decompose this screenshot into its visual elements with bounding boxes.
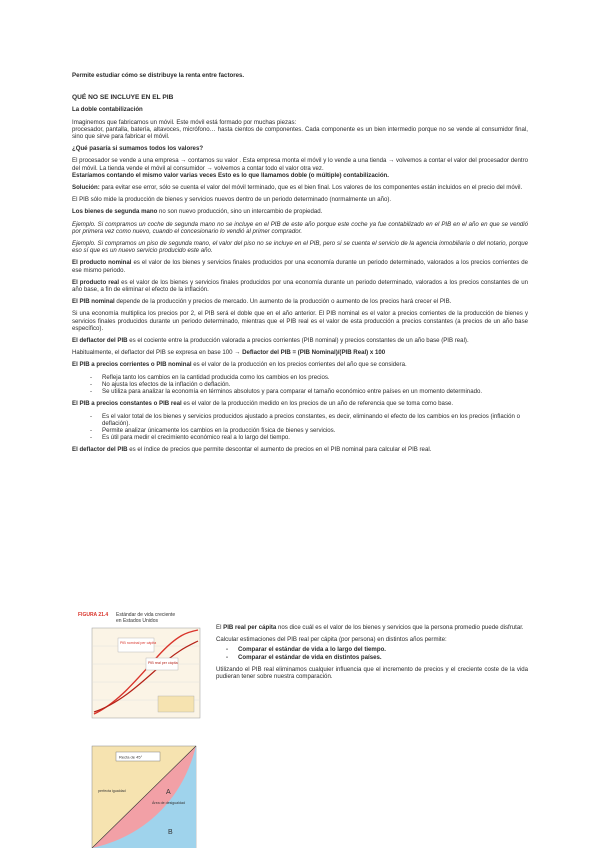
pib-nominal-label: El PIB nominal [72, 298, 115, 306]
intro-line: Permite estudiar cómo se distribuye la renta entre factores. [72, 72, 245, 79]
paragraph-precios-constantes [72, 400, 528, 407]
figure-lorenz-svg [82, 742, 200, 848]
list-item: - Es el valor total de los bienes y servicios producidos ajustado a precios constantes, es decir, eliminando el efecto de los cambios en los precios (inflación o deflación). [90, 413, 528, 427]
paragraph-imagine-1: Imaginemos que fabricamos un móvil. Este móvil está formado por muchas piezas: [72, 118, 297, 126]
precios-constantes-label: El PIB a precios constantes o PIB real [72, 400, 182, 408]
deflactor-label: El deflactor del PIB [72, 337, 128, 345]
producto-real-label: El producto real [72, 278, 120, 286]
producto-nominal-text: es el valor de los bienes y servicios finales producidos por una economía durante un periodo determinado, valorados a los precios corrientes de ese mismo periodo. [72, 259, 528, 274]
paragraph-indice-precios [72, 446, 528, 453]
pib-nominal-text: depende de la producción y precios de mercado. Un aumento de la producción o aumento de los precios hará crecer el PIB. [114, 298, 452, 306]
list-item: - Es útil para medir el crecimiento económico real a lo largo del tiempo. [90, 434, 528, 441]
side-paragraph-1 [216, 624, 528, 631]
region-b-label: B [168, 829, 173, 836]
precios-constantes-text: es el valor de la producción medido en los precios de un año de referencia que se toma como base. [181, 400, 454, 408]
deflactor-text: es el cociente entre la producción valorada a precios corrientes (PIB nominal) y precios constantes de un año base (PIB real). [127, 337, 469, 345]
region-a-label: A [166, 789, 171, 796]
document-page [72, 0, 528, 459]
paragraph-estariamos: Estaríamos contando el mismo valor varias veces Esto es lo que llamamos doble (o múltiple) contabilización. [72, 171, 389, 179]
paragraph-pib-nominal [72, 298, 528, 305]
side-p1-text: nos dice cuál es el valor de los bienes y servicios que la persona promedio puede disfrutar. [276, 624, 524, 631]
segunda-mano-text: no son nuevo producción, sino un intercambio de propiedad. [157, 208, 323, 216]
paragraph-precios-corrientes [72, 361, 528, 368]
indice-precios-label: El deflactor del PIB [72, 446, 128, 454]
figure-estandar-vida-svg [78, 608, 206, 726]
paragraph-producto-real [72, 279, 528, 293]
question-sumamos: ¿Qué pasaría si sumamos todos los valores? [72, 145, 204, 153]
precios-corrientes-label: El PIB a precios corrientes o PIB nominal [72, 361, 192, 369]
figure-title-1: Estándar de vida creciente [116, 612, 176, 618]
paragraph-deflactor [72, 337, 528, 344]
list-item: - Se utiliza para analizar la economía en términos absolutos y para comparar el tamaño económico entre países en un momento determinado. [90, 388, 528, 395]
example-coche: Ejemplo. Si compramos un coche de segunda mano no se incluye en el PIB de este año porque este coche ya fue contabilizado en el PIB en el año en que se vendió por primera vez como nuevo, cuando el concesionario lo vendió al primer comprador. [72, 220, 528, 235]
note-box [158, 696, 194, 712]
side-paragraph-3: Utilizando el PIB real eliminamos cualquier influencia que el incremento de precios y el creciente coste de la vida pudieran tener sobre nuestra comparación. [216, 665, 528, 681]
paragraph-nuevos: El PIB sólo mide la producción de bienes y servicios nuevos dentro de un periodo determinado (normalmente un año). [72, 196, 392, 204]
paragraph-producto-nominal [72, 259, 528, 273]
figure-estandar-vida [78, 608, 206, 726]
solucion-text: para evitar ese error, sólo se cuenta el valor del móvil terminado, que es el bien final. Los valores de los componentes están incluidos en el precio del móvil. [99, 184, 523, 192]
solucion-label: Solución: [72, 184, 100, 192]
section-heading: QUÉ NO SE INCLUYE EN EL PIB [72, 94, 174, 102]
left-label: perfecta igualdad [98, 789, 126, 793]
side-p1-prefix: El [216, 624, 224, 631]
paragraph-segunda-mano [72, 208, 528, 215]
list-item: - Permite analizar únicamente los cambios en la producción física de bienes y servicios. [90, 427, 528, 434]
figure-title-2: en Estados Unidos [116, 618, 158, 624]
list-item: - Refleja tanto los cambios en la cantidad producida como los cambios en los precios. [90, 374, 528, 381]
inner-label: Área de desigualdad [152, 801, 185, 805]
figure-lorenz [82, 742, 200, 848]
indice-precios-text: es el índice de precios que permite descontar el aumento de precios en el PIB nominal para calcular el PIB real. [127, 446, 432, 454]
paragraph-multiplica: Si una economía multiplica los precios por 2, el PIB será el doble que en el año anterior. El PIB nominal es el valor a precios corrientes de la producción de bienes y servicios finales producidos durante un periodo determinado, mientras que el PIB real es el valor de esta producción a precios constantes (a precios de un año base específico). [72, 310, 528, 332]
side-paragraph-2: Calcular estimaciones del PIB real per cápita (por persona) en distintos años permite: [216, 636, 447, 644]
list-precios-constantes [72, 413, 528, 442]
paragraph-solucion [72, 184, 528, 191]
habitual-text: Habitualmente, el deflactor del PIB se expresa en base 100 → [72, 349, 243, 357]
figure-label: FIGURA 21.4 [78, 612, 109, 618]
paragraph-formula [72, 349, 528, 356]
legend-nominal: PIB nominal per cápita [120, 641, 157, 645]
paragraph-imagine-2: procesador, pantalla, batería, altavoces, micrófono… hasta cientos de componentes. Cada componente es un bien intermedio porque no se vende al consumidor final, sino que sirve para fabricar el móvil. [72, 125, 528, 141]
list-item: - Comparar el estándar de vida en distintos países. [226, 654, 528, 661]
producto-real-text: es el valor de los bienes y servicios finales producidos por una economía durante un periodo determinado, valorados a los precios constantes de un año base, a fin de eliminar el efecto de la inflación. [72, 278, 528, 294]
list-item: - No ajusta los efectos de la inflación o deflación. [90, 381, 528, 388]
example-piso: Ejemplo. Si compramos un piso de segunda mano, el valor del piso no se incluye en el PIB, pero sí se cuenta el servicio de la agencia inmobiliaria o del notario, porque eso sí que es un nuevo servicio producido este año. [72, 240, 528, 255]
list-item: - Comparar el estándar de vida a lo largo del tiempo. [226, 646, 528, 653]
precios-corrientes-text: es el valor de la producción en los precios corrientes del año que se considera. [191, 361, 407, 369]
segunda-mano-label: Los bienes de segunda mano [72, 208, 158, 216]
producto-nominal-label: El producto nominal [72, 259, 132, 267]
side-p1-label: PIB real per cápita [223, 624, 277, 631]
deflactor-formula: Deflactor del PIB = (PIB Nominal)/(PIB Real) x 100 [242, 349, 386, 357]
subheading-doble-contabilizacion: La doble contabilización [72, 106, 143, 114]
box-label: Recta de 45° [119, 754, 143, 760]
paragraph-procesador: El procesador se vende a una empresa → contamos su valor . Esta empresa monta el móvil y lo vende a una tienda → volvemos a contar el valor del procesador dentro del móvil. La tienda vende el móvil al consumidor → volvemos a contar todo el valor otra vez. [72, 157, 528, 172]
list-precios-corrientes [72, 374, 528, 396]
legend-real: PIB real per cápita [148, 661, 178, 665]
side-text [216, 624, 528, 685]
side-list [216, 646, 528, 660]
